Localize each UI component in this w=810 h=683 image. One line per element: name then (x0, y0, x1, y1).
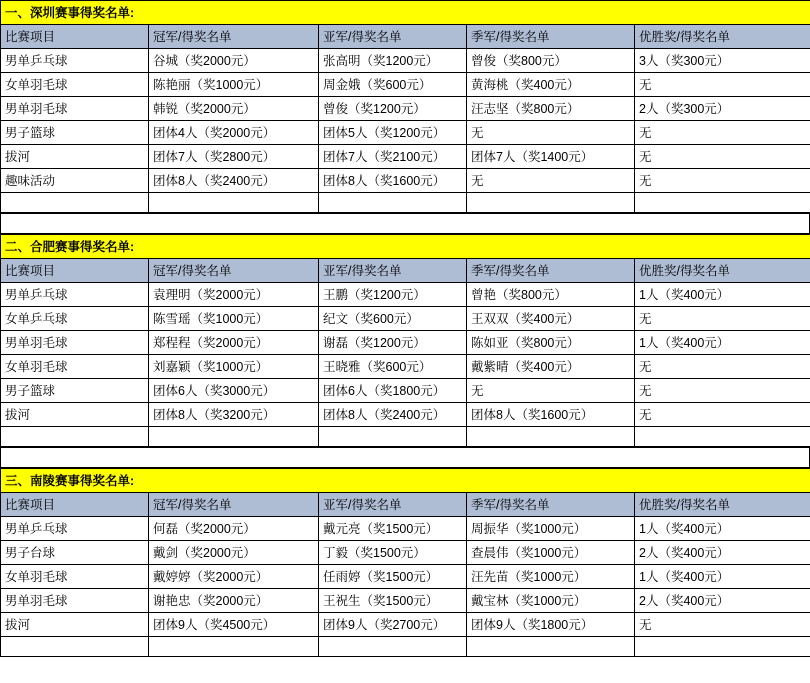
cell-event: 女单羽毛球 (1, 73, 149, 97)
cell-event: 男子篮球 (1, 379, 149, 403)
cell-champion: 团体8人（奖3200元） (149, 403, 319, 427)
cell-champion: 谷城（奖2000元） (149, 49, 319, 73)
column-header-event: 比赛项目 (1, 259, 149, 283)
column-header-third: 季军/得奖名单 (467, 25, 635, 49)
table-row (1, 403, 810, 427)
cell-event: 拔河 (1, 613, 149, 637)
cell-champion: 团体9人（奖4500元） (149, 613, 319, 637)
cell-event: 女单羽毛球 (1, 355, 149, 379)
cell-champion: 袁理明（奖2000元） (149, 283, 319, 307)
section-title: 一、深圳赛事得奖名单: (1, 1, 810, 25)
page-bottom-margin (0, 657, 810, 683)
table-row (1, 355, 810, 379)
cell-merit: 2人（奖400元） (635, 541, 810, 565)
cell-third: 戴宝林（奖1000元） (467, 589, 635, 613)
cell-runner-up: 王鹏（奖1200元） (319, 283, 467, 307)
cell-event: 男单羽毛球 (1, 331, 149, 355)
cell-runner-up: 团体7人（奖2100元） (319, 145, 467, 169)
table-row (1, 97, 810, 121)
cell-merit: 1人（奖400元） (635, 517, 810, 541)
cell-runner-up: 纪文（奖600元） (319, 307, 467, 331)
cell-merit: 无 (635, 379, 810, 403)
cell-third: 团体8人（奖1600元） (467, 403, 635, 427)
cell-champion: 韩锐（奖2000元） (149, 97, 319, 121)
cell-champion: 戴婷婷（奖2000元） (149, 565, 319, 589)
cell-runner-up: 团体8人（奖2400元） (319, 403, 467, 427)
cell-runner-up: 王祝生（奖1500元） (319, 589, 467, 613)
cell-third: 无 (467, 169, 635, 193)
cell-third: 团体7人（奖1400元） (467, 145, 635, 169)
table-row (1, 307, 810, 331)
cell-champion: 团体7人（奖2800元） (149, 145, 319, 169)
cell-runner-up: 丁毅（奖1500元） (319, 541, 467, 565)
cell-runner-up: 团体5人（奖1200元） (319, 121, 467, 145)
section-title-row (1, 1, 810, 25)
section-title: 二、合肥赛事得奖名单: (1, 235, 810, 259)
column-header-third: 季军/得奖名单 (467, 259, 635, 283)
cell-merit: 无 (635, 613, 810, 637)
cell-third: 无 (467, 121, 635, 145)
cell-champion: 团体6人（奖3000元） (149, 379, 319, 403)
column-header-merit: 优胜奖/得奖名单 (635, 259, 810, 283)
cell-runner-up: 谢磊（奖1200元） (319, 331, 467, 355)
cell-runner-up: 王晓雅（奖600元） (319, 355, 467, 379)
awards-table-hefei (0, 234, 810, 447)
cell-merit: 1人（奖400元） (635, 283, 810, 307)
cell-event: 女单乒乓球 (1, 307, 149, 331)
section-gap-2 (0, 447, 810, 468)
table-row (1, 565, 810, 589)
section-title: 三、南陵赛事得奖名单: (1, 469, 810, 493)
blank-row (1, 427, 810, 447)
cell-event: 男单羽毛球 (1, 97, 149, 121)
cell-runner-up: 团体6人（奖1800元） (319, 379, 467, 403)
column-header-runner-up: 亚军/得奖名单 (319, 493, 467, 517)
cell-champion: 陈雪瑶（奖1000元） (149, 307, 319, 331)
cell-runner-up: 周金娥（奖600元） (319, 73, 467, 97)
cell-runner-up: 任雨婷（奖1500元） (319, 565, 467, 589)
blank-row (1, 193, 810, 213)
cell-event: 男子篮球 (1, 121, 149, 145)
cell-champion: 刘嘉颖（奖1000元） (149, 355, 319, 379)
table-row (1, 49, 810, 73)
cell-runner-up: 张高明（奖1200元） (319, 49, 467, 73)
table-row (1, 541, 810, 565)
column-header-event: 比赛项目 (1, 25, 149, 49)
cell-third: 团体9人（奖1800元） (467, 613, 635, 637)
section-gap-1 (0, 213, 810, 234)
table-row (1, 169, 810, 193)
table-header-row (1, 25, 810, 49)
cell-third: 查晨伟（奖1000元） (467, 541, 635, 565)
cell-event: 男子台球 (1, 541, 149, 565)
table-row (1, 73, 810, 97)
cell-champion: 团体4人（奖2000元） (149, 121, 319, 145)
cell-event: 男单乒乓球 (1, 283, 149, 307)
cell-third: 曾艳（奖800元） (467, 283, 635, 307)
cell-event: 女单羽毛球 (1, 565, 149, 589)
table-row (1, 121, 810, 145)
cell-merit: 无 (635, 73, 810, 97)
cell-merit: 无 (635, 169, 810, 193)
cell-merit: 1人（奖400元） (635, 565, 810, 589)
cell-merit: 1人（奖400元） (635, 331, 810, 355)
table-row (1, 331, 810, 355)
cell-event: 男单乒乓球 (1, 49, 149, 73)
column-header-event: 比赛项目 (1, 493, 149, 517)
cell-merit: 2人（奖300元） (635, 97, 810, 121)
cell-event: 拔河 (1, 145, 149, 169)
cell-merit: 无 (635, 355, 810, 379)
cell-event: 男单乒乓球 (1, 517, 149, 541)
table-header-row (1, 493, 810, 517)
table-row (1, 283, 810, 307)
cell-champion: 何磊（奖2000元） (149, 517, 319, 541)
column-header-runner-up: 亚军/得奖名单 (319, 259, 467, 283)
table-row (1, 613, 810, 637)
table-header-row (1, 259, 810, 283)
cell-merit: 无 (635, 307, 810, 331)
cell-event: 趣味活动 (1, 169, 149, 193)
cell-champion: 戴剑（奖2000元） (149, 541, 319, 565)
awards-table-nanling (0, 468, 810, 657)
cell-third: 无 (467, 379, 635, 403)
cell-merit: 无 (635, 121, 810, 145)
column-header-merit: 优胜奖/得奖名单 (635, 493, 810, 517)
cell-champion: 谢艳忠（奖2000元） (149, 589, 319, 613)
column-header-third: 季军/得奖名单 (467, 493, 635, 517)
cell-event: 拔河 (1, 403, 149, 427)
cell-third: 陈如亚（奖800元） (467, 331, 635, 355)
cell-third: 王双双（奖400元） (467, 307, 635, 331)
cell-runner-up: 戴元亮（奖1500元） (319, 517, 467, 541)
cell-third: 汪志坚（奖800元） (467, 97, 635, 121)
section-title-row (1, 235, 810, 259)
cell-runner-up: 团体8人（奖1600元） (319, 169, 467, 193)
cell-merit: 2人（奖400元） (635, 589, 810, 613)
column-header-champion: 冠军/得奖名单 (149, 493, 319, 517)
table-row (1, 379, 810, 403)
column-header-merit: 优胜奖/得奖名单 (635, 25, 810, 49)
cell-merit: 3人（奖300元） (635, 49, 810, 73)
cell-event: 男单羽毛球 (1, 589, 149, 613)
cell-third: 曾俊（奖800元） (467, 49, 635, 73)
column-header-champion: 冠军/得奖名单 (149, 259, 319, 283)
cell-runner-up: 曾俊（奖1200元） (319, 97, 467, 121)
table-row (1, 145, 810, 169)
cell-third: 周振华（奖1000元） (467, 517, 635, 541)
column-header-champion: 冠军/得奖名单 (149, 25, 319, 49)
table-row (1, 517, 810, 541)
cell-champion: 郑程程（奖2000元） (149, 331, 319, 355)
cell-third: 黄海桃（奖400元） (467, 73, 635, 97)
cell-champion: 团体8人（奖2400元） (149, 169, 319, 193)
cell-third: 汪先苗（奖1000元） (467, 565, 635, 589)
awards-table-shenzhen (0, 0, 810, 213)
cell-merit: 无 (635, 403, 810, 427)
cell-merit: 无 (635, 145, 810, 169)
cell-third: 戴紫晴（奖400元） (467, 355, 635, 379)
table-row (1, 589, 810, 613)
section-title-row (1, 469, 810, 493)
cell-runner-up: 团体9人（奖2700元） (319, 613, 467, 637)
column-header-runner-up: 亚军/得奖名单 (319, 25, 467, 49)
cell-champion: 陈艳丽（奖1000元） (149, 73, 319, 97)
